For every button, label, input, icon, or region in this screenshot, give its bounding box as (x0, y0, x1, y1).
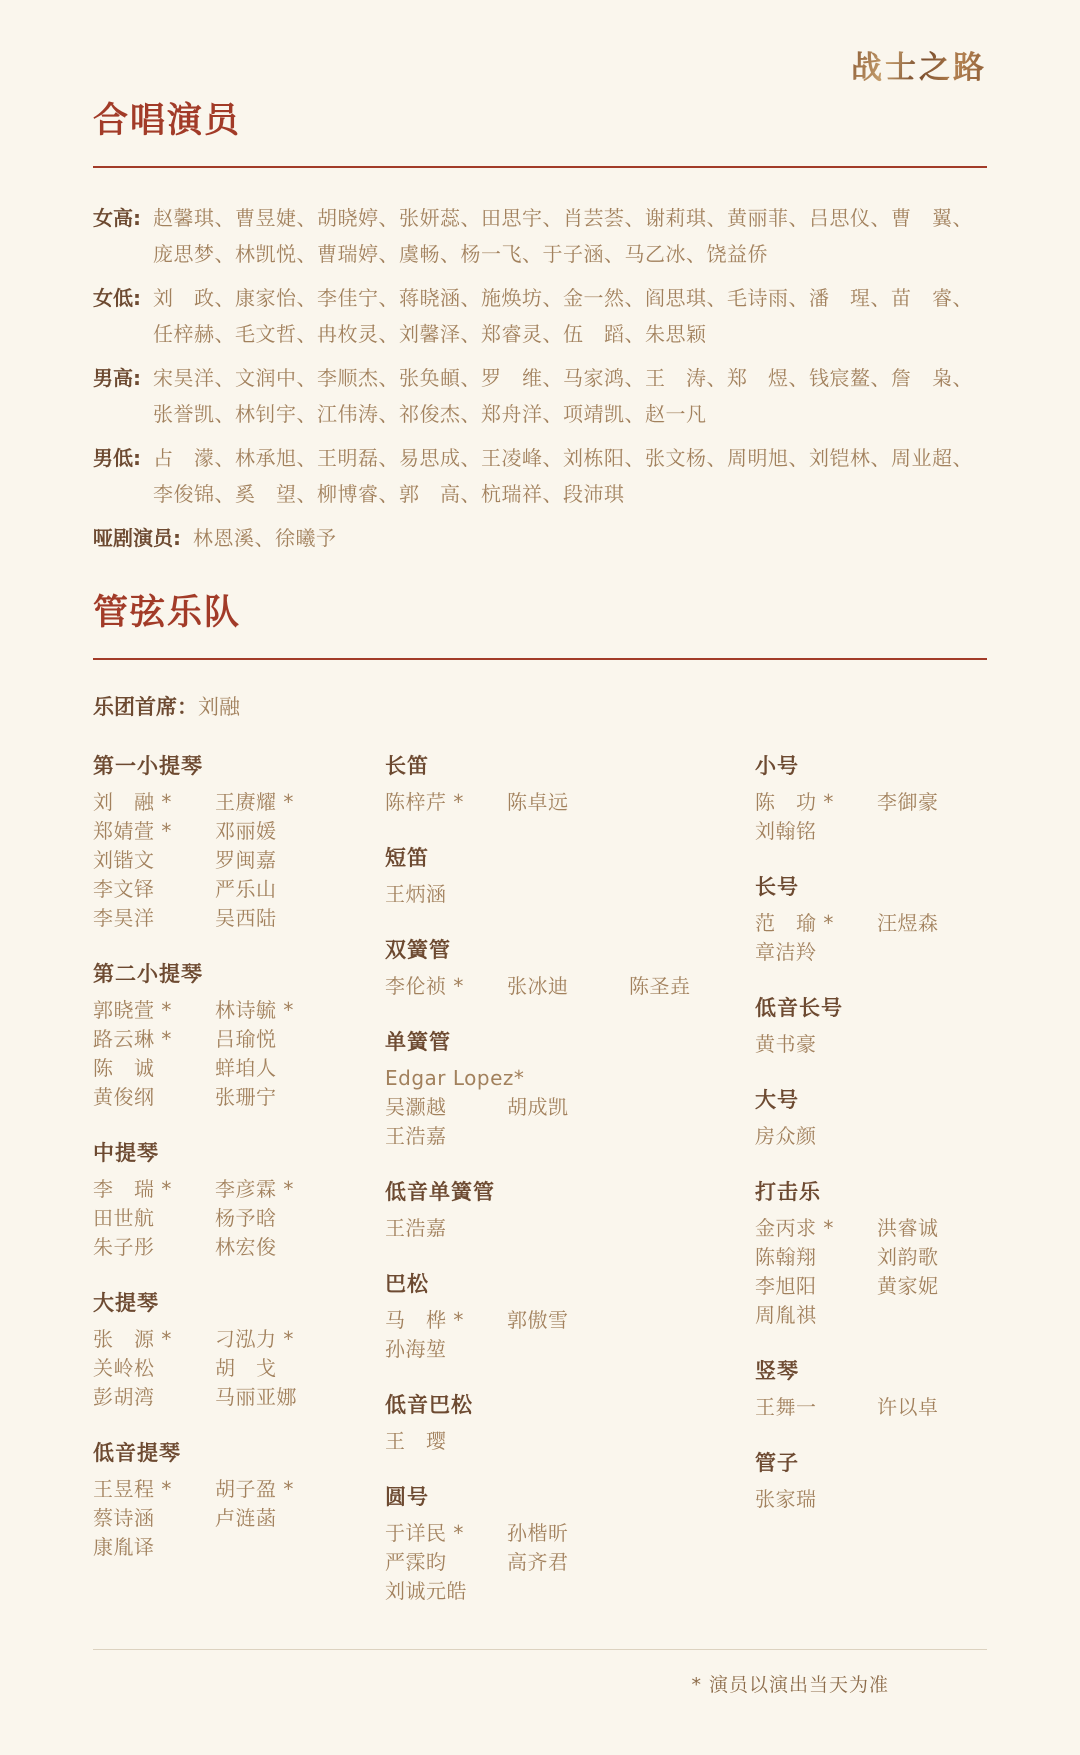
musician-row (93, 1233, 385, 1262)
musician-name: 王浩嘉 (385, 1216, 447, 1240)
instrument-name: 短笛 (385, 846, 429, 870)
musician-row (755, 938, 987, 967)
musician-name: 刘翰铭 (755, 819, 817, 843)
instrument-name: 低音长号 (755, 996, 843, 1020)
instrument-name: 打击乐 (755, 1180, 821, 1204)
musician-row (385, 1122, 755, 1151)
voice-part-label: 男高: (93, 366, 141, 390)
instrument-group (385, 844, 755, 909)
musician-name: 蛘垍人 (215, 1056, 277, 1080)
musician-row (755, 1272, 987, 1301)
musician-row (755, 817, 987, 846)
musician-name: Edgar Lopez* (385, 1066, 525, 1090)
instrument-group (385, 1270, 755, 1364)
musician-row (93, 1383, 385, 1412)
instrument-name: 第二小提琴 (93, 962, 203, 986)
musician-name: 郭傲雪 (507, 1308, 569, 1332)
instrument-group (385, 1028, 755, 1151)
musician-name: 陈卓远 (507, 790, 569, 814)
musician-name: 王昱程 * (93, 1477, 172, 1501)
choir-group (93, 360, 987, 432)
voice-part-names: 赵馨琪、曹昱婕、胡晓婷、张妍蕊、田思宇、肖芸荟、谢莉琪、黄丽菲、吕思仪、曹 翼、庞思梦、林凯悦、曹瑞婷、虞畅、杨一飞、于子涵、马乙冰、饶益侨 (153, 206, 973, 266)
instrument-group (93, 1439, 385, 1562)
musician-name: 汪煜森 (877, 911, 939, 935)
instrument-name: 小号 (755, 754, 799, 778)
musician-name: 吴灏越 (385, 1095, 447, 1119)
instrument-group (385, 1391, 755, 1456)
musician-row (93, 1083, 385, 1112)
page-footer (93, 1649, 987, 1697)
musician-name: 陈 功 * (755, 790, 834, 814)
voice-part-label: 女高: (93, 206, 141, 230)
musician-name: 张 源 * (93, 1327, 172, 1351)
musician-row (755, 909, 987, 938)
musician-row (755, 1243, 987, 1272)
musician-name: 郭晓萱 * (93, 998, 172, 1022)
musician-name: 王舞一 (755, 1395, 817, 1419)
musician-name: 张珊宁 (215, 1085, 277, 1109)
musician-name: 黄书豪 (755, 1032, 817, 1056)
instrument-group (755, 873, 987, 967)
musician-name: 黄俊纲 (93, 1085, 155, 1109)
concertmaster-name: 刘融 (198, 695, 240, 719)
musician-name: 严霂昀 (385, 1550, 447, 1574)
musician-row (93, 1533, 385, 1562)
musician-name: 李御豪 (877, 790, 939, 814)
instrument-group (755, 1178, 987, 1330)
musician-row (93, 875, 385, 904)
choir-title: 合唱演员 (93, 101, 242, 141)
orchestra-title-rule (93, 658, 987, 660)
musician-row (93, 1325, 385, 1354)
orchestra-column (385, 752, 755, 1633)
musician-name: 孙楷昕 (507, 1521, 569, 1545)
instrument-group (755, 1086, 987, 1151)
instrument-name: 第一小提琴 (93, 754, 203, 778)
musician-row (93, 1204, 385, 1233)
musician-row (755, 788, 987, 817)
musician-row (755, 1214, 987, 1243)
orchestra-title: 管弦乐队 (93, 593, 242, 633)
musician-row (385, 1427, 755, 1456)
instrument-group (385, 1483, 755, 1606)
instrument-group (755, 752, 987, 846)
musician-name: 洪睿诚 (877, 1216, 939, 1240)
musician-name: 章洁羚 (755, 940, 817, 964)
instrument-group (385, 752, 755, 817)
orchestra-columns (93, 752, 987, 1633)
musician-row (755, 1030, 987, 1059)
musician-row (385, 1093, 755, 1122)
instrument-name: 双簧管 (385, 938, 451, 962)
musician-name: 马 桦 * (385, 1308, 464, 1332)
musician-row (755, 1485, 987, 1514)
musician-name: 王赓耀 * (215, 790, 294, 814)
musician-name: 金丙求 * (755, 1216, 834, 1240)
instrument-group (385, 1178, 755, 1243)
musician-name: 罗闽嘉 (215, 848, 277, 872)
musician-name: 胡成凯 (507, 1095, 569, 1119)
musician-name: 康胤译 (93, 1535, 155, 1559)
choir-section (93, 100, 987, 556)
voice-part-names: 宋昊洋、文润中、李顺杰、张奂頔、罗 维、马家鸿、王 涛、郑 煜、钱宸鳌、詹 枭、张誉凯、林钊宇、江伟涛、祁俊杰、郑舟洋、项靖凯、赵一凡 (153, 366, 973, 426)
musician-name: 蔡诗涵 (93, 1506, 155, 1530)
musician-name: 张冰迪 (507, 974, 569, 998)
musician-name: 李伦祯 * (385, 974, 464, 998)
choir-group (93, 440, 987, 512)
instrument-name: 低音提琴 (93, 1441, 181, 1465)
musician-row (93, 1025, 385, 1054)
musician-name: 路云琳 * (93, 1027, 172, 1051)
musician-row (385, 1519, 755, 1548)
voice-part-names: 占 濛、林承旭、王明磊、易思成、王凌峰、刘栋阳、张文杨、周明旭、刘铠林、周业超、李俊锦、奚 望、柳博睿、郭 高、杭瑞祥、段沛琪 (153, 446, 973, 506)
musician-row (93, 1475, 385, 1504)
musician-name: 朱子彤 (93, 1235, 155, 1259)
musician-name: 许以卓 (877, 1395, 939, 1419)
musician-row (385, 1577, 755, 1606)
choir-group (93, 280, 987, 352)
instrument-group (755, 1357, 987, 1422)
musician-name: 孙海堃 (385, 1337, 447, 1361)
instrument-name: 低音巴松 (385, 1393, 473, 1417)
musician-row (93, 904, 385, 933)
musician-name: 吴西陆 (215, 906, 277, 930)
instrument-group (93, 1289, 385, 1412)
musician-name: 李 瑞 * (93, 1177, 172, 1201)
musician-row (93, 1175, 385, 1204)
musician-name: 胡 戈 (215, 1356, 277, 1380)
musician-name: 刘 融 * (93, 790, 172, 814)
musician-row (93, 1054, 385, 1083)
musician-name: 胡子盈 * (215, 1477, 294, 1501)
musician-row (385, 1548, 755, 1577)
instrument-name: 竖琴 (755, 1359, 799, 1383)
orchestra-column (755, 752, 987, 1541)
musician-row (385, 788, 755, 817)
concertmaster-label: 乐团首席： (93, 695, 198, 719)
musician-row (93, 996, 385, 1025)
musician-name: 高齐君 (507, 1550, 569, 1574)
orchestra-section (93, 592, 987, 1633)
musician-row (93, 1504, 385, 1533)
musician-name: 周胤祺 (755, 1303, 817, 1327)
musician-name: 黄家妮 (877, 1274, 939, 1298)
musician-name: 林诗毓 * (215, 998, 294, 1022)
instrument-name: 大提琴 (93, 1291, 159, 1315)
musician-name: 王炳涵 (385, 882, 447, 906)
musician-name: 杨予晗 (215, 1206, 277, 1230)
musician-name: 李彦霖 * (215, 1177, 294, 1201)
musician-name: 彭胡湾 (93, 1385, 155, 1409)
musician-name: 严乐山 (215, 877, 277, 901)
footer-rule (93, 1649, 987, 1650)
musician-name: 邓丽媛 (215, 819, 277, 843)
voice-part-label: 哑剧演员: (93, 526, 181, 550)
instrument-name: 低音单簧管 (385, 1180, 495, 1204)
musician-name: 王 璎 (385, 1429, 447, 1453)
musician-name: 林宏俊 (215, 1235, 277, 1259)
choir-title-rule (93, 166, 987, 168)
voice-part-label: 男低: (93, 446, 141, 470)
instrument-group (93, 752, 385, 933)
musician-name: 房众颜 (755, 1124, 817, 1148)
musician-name: 李文铎 (93, 877, 155, 901)
instrument-group (385, 936, 755, 1001)
musician-name: 张家瑞 (755, 1487, 817, 1511)
musician-name: 刘锴文 (93, 848, 155, 872)
musician-row (755, 1301, 987, 1330)
musician-name: 王浩嘉 (385, 1124, 447, 1148)
musician-row (93, 817, 385, 846)
musician-name: 马丽亚娜 (215, 1385, 297, 1409)
choir-groups (93, 200, 987, 556)
musician-row (93, 1354, 385, 1383)
musician-row (755, 1122, 987, 1151)
musician-name: 刘诚元皓 (385, 1579, 467, 1603)
musician-name: 田世航 (93, 1206, 155, 1230)
musician-row (93, 788, 385, 817)
instrument-group (93, 1139, 385, 1262)
choir-group (93, 200, 987, 272)
voice-part-names: 刘 政、康家怡、李佳宁、蒋晓涵、施焕坊、金一然、阎思琪、毛诗雨、潘 瑆、苗 睿、任梓赫、毛文哲、冉枚灵、刘馨泽、郑睿灵、伍 蹈、朱思颖 (153, 286, 973, 346)
instrument-name: 长号 (755, 875, 799, 899)
musician-name: 陈翰翔 (755, 1245, 817, 1269)
musician-row (385, 972, 755, 1001)
musician-row (385, 1335, 755, 1364)
musician-name: 吕瑜悦 (215, 1027, 277, 1051)
instrument-name: 巴松 (385, 1272, 429, 1296)
musician-name: 李旭阳 (755, 1274, 817, 1298)
voice-part-names: 林恩溪、徐曦予 (193, 526, 337, 550)
instrument-name: 管子 (755, 1451, 799, 1475)
musician-name: 李昊洋 (93, 906, 155, 930)
musician-row (385, 1214, 755, 1243)
instrument-name: 单簧管 (385, 1030, 451, 1054)
musician-name: 刁泓力 * (215, 1327, 294, 1351)
musician-name: 刘韵歌 (877, 1245, 939, 1269)
musician-row (385, 1306, 755, 1335)
musician-name: 陈 诚 (93, 1056, 155, 1080)
musician-name: 范 瑜 * (755, 911, 834, 935)
concertmaster-line (93, 692, 987, 722)
instrument-group (93, 960, 385, 1112)
instrument-name: 长笛 (385, 754, 429, 778)
musician-name: 卢涟菡 (215, 1506, 277, 1530)
musician-name: 于详民 * (385, 1521, 464, 1545)
logo (851, 42, 987, 87)
musician-row (385, 880, 755, 909)
footnote: * 演员以演出当天为准 (691, 1674, 889, 1696)
musician-name: 郑婧萱 * (93, 819, 172, 843)
logo-text: 战士之路 (851, 50, 987, 86)
musician-row (93, 846, 385, 875)
choir-group (93, 520, 987, 556)
instrument-name: 圆号 (385, 1485, 429, 1509)
instrument-name: 大号 (755, 1088, 799, 1112)
musician-name: 关岭松 (93, 1356, 155, 1380)
instrument-group (755, 994, 987, 1059)
musician-row (385, 1064, 755, 1093)
musician-row (755, 1393, 987, 1422)
instrument-name: 中提琴 (93, 1141, 159, 1165)
voice-part-label: 女低: (93, 286, 141, 310)
musician-name: 陈圣垚 (629, 974, 691, 998)
instrument-group (755, 1449, 987, 1514)
orchestra-column (93, 752, 385, 1589)
musician-name: 陈梓芹 * (385, 790, 464, 814)
